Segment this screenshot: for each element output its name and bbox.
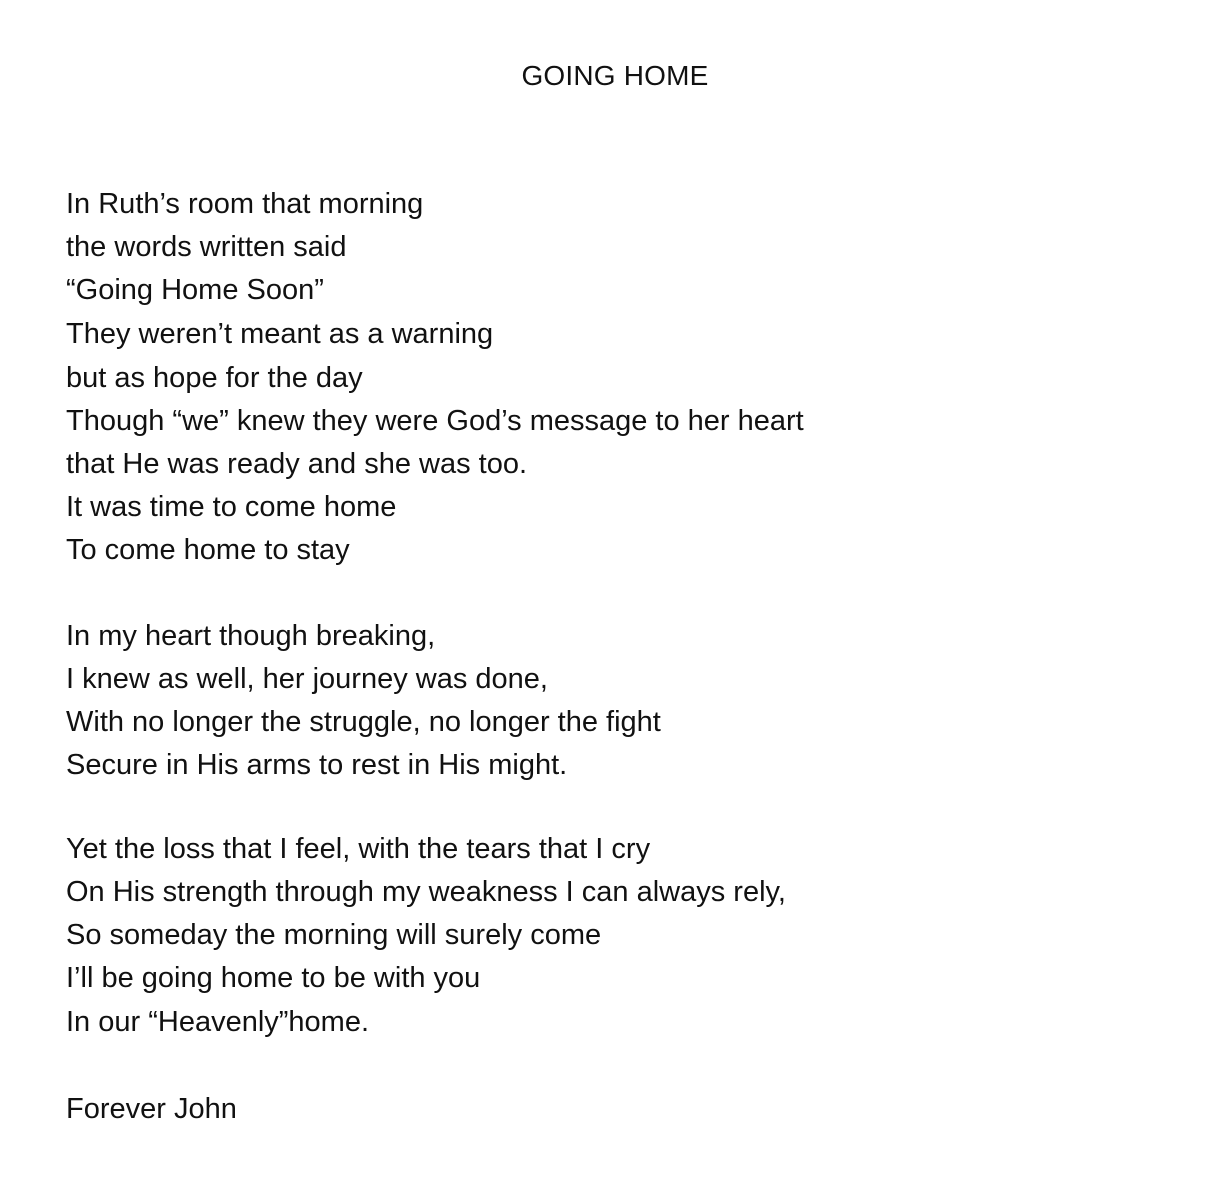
- poem-line: Yet the loss that I feel, with the tears that I cry: [66, 833, 651, 865]
- poem-line: In Ruth’s room that morning: [66, 188, 424, 220]
- poem-line: On His strength through my weakness I can always rely,: [66, 876, 786, 908]
- poem-line: They weren’t meant as a warning: [66, 318, 494, 350]
- poem-line: In my heart though breaking,: [66, 620, 436, 652]
- poem-line: With no longer the struggle, no longer the fight: [66, 706, 661, 738]
- poem-line: the words written said: [66, 231, 347, 263]
- poem-line: Secure in His arms to rest in His might.: [66, 749, 568, 781]
- poem-line: I knew as well, her journey was done,: [66, 663, 548, 695]
- poem-line: that He was ready and she was too.: [66, 448, 528, 480]
- poem-line: So someday the morning will surely come: [66, 919, 602, 951]
- signature: Forever John: [66, 1093, 237, 1125]
- poem-line: “Going Home Soon”: [66, 274, 324, 306]
- poem-line: I’ll be going home to be with you: [66, 962, 481, 994]
- poem-line: Though “we” knew they were God’s message to her heart: [66, 405, 804, 437]
- poem-title: GOING HOME: [521, 60, 709, 91]
- poem-line: It was time to come home: [66, 491, 397, 523]
- poem-line: To come home to stay: [66, 534, 350, 566]
- poem-line: In our “Heavenly”home.: [66, 1006, 370, 1038]
- poem-line: but as hope for the day: [66, 362, 363, 394]
